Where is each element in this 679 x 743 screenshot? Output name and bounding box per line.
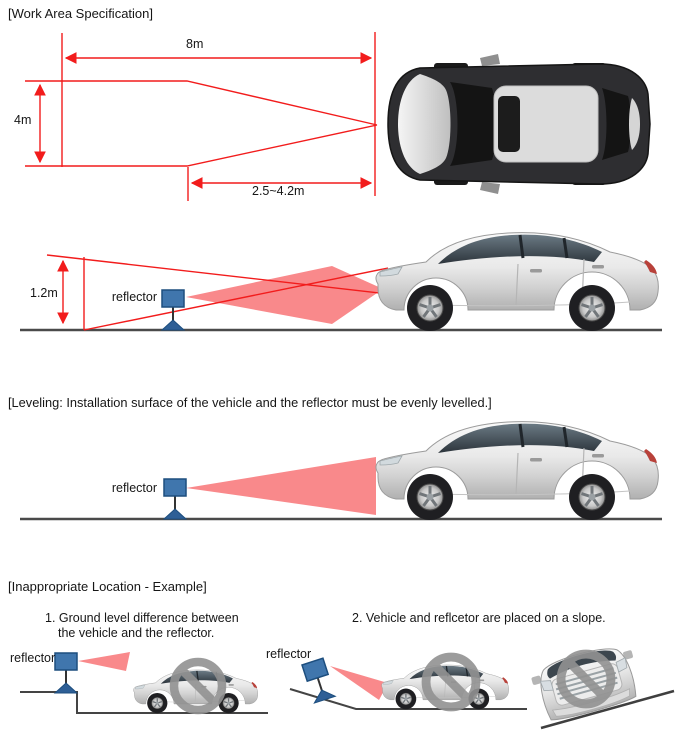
radar-beam xyxy=(78,652,130,671)
example1-diagram xyxy=(20,652,268,713)
work-area-title: [Work Area Specification] xyxy=(8,6,153,21)
reflector-target xyxy=(302,658,335,703)
example2-caption: 2. Vehicle and reflcetor are placed on a slope. xyxy=(352,611,606,625)
dimension-8m: 8m xyxy=(186,37,204,51)
reflector-label: reflector xyxy=(111,481,157,495)
radar-beam xyxy=(186,457,376,515)
car-top-view xyxy=(388,54,650,194)
work-area-top-view xyxy=(25,32,650,201)
reflector-label: reflector xyxy=(10,651,56,665)
example2-front-diagram xyxy=(528,640,674,728)
dimension-height: 1.2m xyxy=(30,286,58,300)
reflector-target xyxy=(164,479,186,519)
car-side-view xyxy=(376,233,658,331)
inappropriate-title: [Inappropriate Location - Example] xyxy=(8,579,207,594)
dimension-range: 2.5~4.2m xyxy=(252,184,305,198)
dimension-4m: 4m xyxy=(14,113,32,127)
example2-diagram xyxy=(290,657,527,709)
reflector-label: reflector xyxy=(111,290,157,304)
leveling-title: [Leveling: Installation surface of the vehicle and the reflector must be evenly levelled.] xyxy=(8,395,492,410)
reflector-label: reflector xyxy=(266,647,312,661)
work-area-side-view xyxy=(20,233,662,331)
example1-caption-line1: 1. Ground level difference between xyxy=(45,611,239,625)
reflector-target xyxy=(55,653,77,693)
leveling-diagram xyxy=(20,422,662,520)
radar-beam xyxy=(330,666,388,700)
car-side-view xyxy=(376,422,658,520)
example1-caption-line2: the vehicle and the reflector. xyxy=(58,626,215,640)
